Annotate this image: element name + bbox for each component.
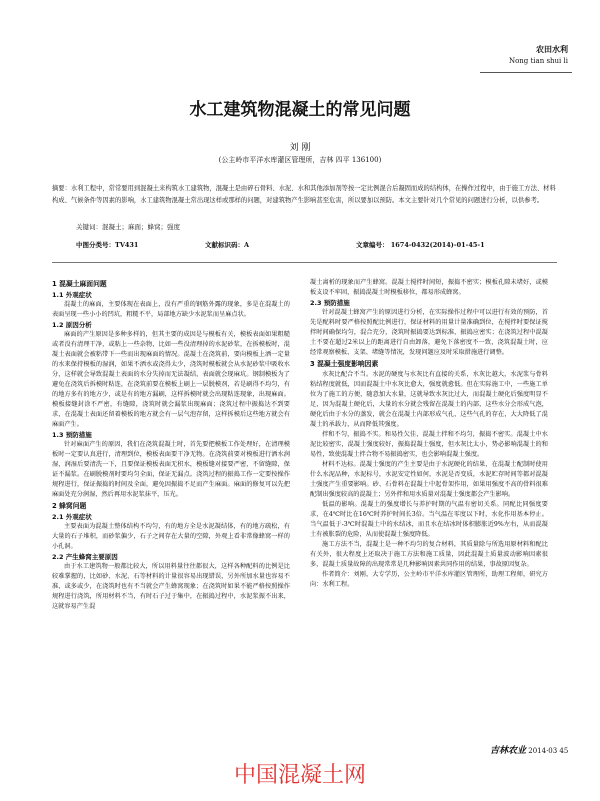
left-column xyxy=(52,278,290,612)
paragraph: 针对麻面产生的原因，我们在浇筑混凝土时，首先要把模板工作处理好，在清理模板时一定要认真进行，清理到位，模板表面要干净无物。在浇筑前要对模板进行洒水润湿，润湿后要清洗一下，且要保证模板表面无积水，模板缝对接要严密，不留缝隙，保证不漏浆。在刷脱模剂时要均匀全面，保证无漏点。浇筑过程的振捣工作一定要按操作规程进行，保证振捣的时间及全面，避免因振捣不足而产生麻面。麻面的修复可以先把麻面处充分润湿，然后再用水泥浆抹平，压光。 xyxy=(52,441,290,498)
article-id: 文章编号： 1674-0432(2014)-01-45-1 xyxy=(356,241,485,249)
watermark: 中国混凝土网 xyxy=(233,763,366,788)
journal-logo: 吉林农业 xyxy=(490,746,527,756)
paragraph: 主要表面为混凝土整体结构不均匀，有的地方全是水泥凝结体，有的地方疏松，有大量的石子堆积，而砂浆偏少，石子之间存在大量的空隙，外观上看非常像蜂窝一样的小孔洞。 xyxy=(52,523,290,550)
section-heading: 2 蜂窝问题 xyxy=(52,502,87,510)
running-header xyxy=(496,44,568,65)
keywords: 关键词：混凝土；麻面；蜂窝；强度 xyxy=(76,223,180,231)
right-column xyxy=(310,278,548,590)
page-number: 2014·03 45 xyxy=(528,747,569,755)
paragraph: 作者简介：刘刚，大专学历，公主岭市平洋水库灌区管理所，助理工程师，研究方向：水利工程。 xyxy=(310,571,548,588)
section-heading: 1.3 预防措施 xyxy=(52,431,92,439)
abstract: 摘要：水利工程中，常常要用到混凝土来构筑水工建筑物，混凝土是由碎石骨料、水泥、水和其他添加剂等按一定比例混合后凝固而成的结构体，在操作过程中，由于施工方法、材料构成、气候条件等因素的影响，水工建筑物混凝土常出现这样或那样的问题，对建筑物产生影响甚至危害，所以要加以预防。本文主要针对几个常见的问题进行分析，以供参考。 xyxy=(52,185,556,204)
page-footer xyxy=(490,743,568,756)
affiliation: (公主岭市平洋水库灌区管理所，吉林 四平 136100) xyxy=(218,156,382,164)
paragraph: 低温的影响。混凝土的强度增长与养护时期的气温有密切关系。同配比同强度要求，在4℃时比在16℃时养护时间长3倍。当气温在零度以下时，水化作用基本停止。当气温低于-3℃时混凝土中的水结冰，而且水在结冰时体积膨胀近9%左右，从而混凝土有被胀裂的危险，从而使混凝土强度降低。 xyxy=(310,501,548,538)
paragraph: 拌和不匀，振捣不实。和易性欠佳，混凝土拌和不均匀，振捣不密实。混凝土中水泥比较密实，混凝土强度较好，振捣混凝土强度，但水灰比太小，势必影响混凝土的和易性，致使混凝土拌合物不易振捣密实，也会影响混凝土强度。 xyxy=(310,431,548,458)
paragraph: 混凝土的麻面，主要体现在表面上，没有严重的钢筋外露的现象，多是在混凝土的表面呈现一些小小的凹坑，粗糙不平，局部地方缺少水泥浆而呈麻点状。 xyxy=(52,301,290,318)
paragraph: 针对混凝土蜂窝产生的原因进行分析，在实际操作过程中可以进行有效的预防，首先是配料时要严格按照配比例进行，保证材料的用量计量准确到位，在搅拌时要保证搅拌时间确保均匀，混合充分，浇筑时振捣要达到标准，振捣应密实；在浇筑过程中混凝土不要在超过2米以上的距离进行自由卸落，避免下落密度不一致，浇筑混凝土时，应经常观察模板、支架、堵缝等情况，发现问题应及时采取措施进行调整。 xyxy=(310,309,548,356)
section-heading: 3 混凝土强度影响因素 xyxy=(310,360,379,368)
document-code: 文献标识码：A xyxy=(205,241,250,249)
section-heading: 2.2 产生蜂窝主要原因 xyxy=(52,553,118,561)
paragraph: 施工方法不当，混凝土是一种不均匀的复合材料，其质量除与所选用原材料和配比有关外，很大程度上还取决于施工方法和施工质量，因此混凝土质量波动影响因素很多，混凝土质量故障的出现常常是几种影响因素共同作用的结果，事故原因复杂。 xyxy=(310,541,548,568)
header-column-name: 农田水利 xyxy=(536,45,568,54)
header-rule xyxy=(480,72,572,73)
article-title: 水工建筑物混凝土的常见问题 xyxy=(189,100,411,120)
section-heading: 1.1 外观症状 xyxy=(52,291,92,299)
author: 刘 刚 xyxy=(289,143,311,153)
clc-number: 中图分类号：TV431 xyxy=(76,241,139,249)
section-heading: 2.1 外观症状 xyxy=(52,513,92,521)
section-heading: 1.2 原因分析 xyxy=(52,321,92,329)
section-heading: 2.3 预防措施 xyxy=(310,299,350,307)
section-heading: 1 混凝土麻面问题 xyxy=(52,280,107,288)
header-column-pinyin: Nong tian shui li xyxy=(508,57,568,65)
paragraph: 由于水工建筑物一般都比较大，所以用料量往往都很大，这样各种配料的比例是比较难掌握的，比如砂、水泥、石等材料的计量很容易出现错误，另外所加水量也容易不准，或多或少，在浇筑时也有不当就会产生蜂窝现象；在浇筑时如果不能严格按照操作规程进行浇筑，所用材料不当，有时石子过于集中，在振捣过程中，水泥浆振不出来，这就容易产生混 xyxy=(52,563,290,610)
paragraph: 麻面的产生原因是多种多样的，但其主要的成因是与模板有关，模板表面如果粗糙或者没有清理干净，或粘上一些杂物，比如一些没清理掉的水泥砂浆，在拆模板时，混凝土表面就会被粘带下一些而出现麻面的情况。混凝土在浇筑前，要向模板上洒一定量的水来保持模板的湿润，如果不洒水或浇得太少，浇筑时模板就会从水泥砂浆中吸收水分，这样就会导致混凝土表面的水分失掉而无法凝结，表面就会现麻坑。钢制模板为了避免在浇筑后拆模时粘连，在浇筑前要在模板上刷上一层脱模剂，若是刷得不均匀，有的地方多有的地方少，或是有的地方漏刷，这样拆模时就会出现粘连现象，出现麻面。模板接缝封涂不严密，有缝隙，浇筑时就会漏浆出现麻面；浇筑过程中振捣达不到要求，在混凝土表面还留着模板的地方就会有一层气泡存留，这样拆模后这些地方就会有麻面产生。 xyxy=(52,331,290,428)
paragraph: 水灰比配合不当。水泥的硬度与水灰比有直接的关系，水灰比越大，水泥浆与骨料粘结程度就低，因而混凝土中水灰比愈大，强度就愈低。但在实际施工中，一些施工单位为了施工的方便，随意加大水量，这就导致水灰比过大，而混凝土硬化后强度明显不足，因为混凝土硬化后，大量的水分就会残留在混凝土的内部，这些水分会形成气泡，硬化后由于水分的蒸发，就会在混凝土内部形成气孔，这些气孔的存在，大大降低了混凝土的承载力，从而降低其强度。 xyxy=(310,371,548,428)
paragraph: 凝土离析的现象而产生蜂窝。混凝土搅拌时间短，振捣不密实；模板孔隙未堵好，或模板支设不牢固，振捣混凝土时模板移位，都易形成蜂窝。 xyxy=(310,279,548,296)
paragraph: 材料不达标。混凝土强度的产生主要是由于水泥硬化的结果，在混凝土配制时使用什么水泥品种，水泥标号，水泥安定性如何，水泥是否变质，水泥贮存时间等都对混凝土强度产生重要影响。砂、石骨料在混凝土中起骨架作用，如果用强度不高的骨料很难配制出强度较高的混凝土；另外拌和用水质量对混凝土强度都会产生影响。 xyxy=(310,461,548,498)
divider-rule xyxy=(52,262,557,263)
